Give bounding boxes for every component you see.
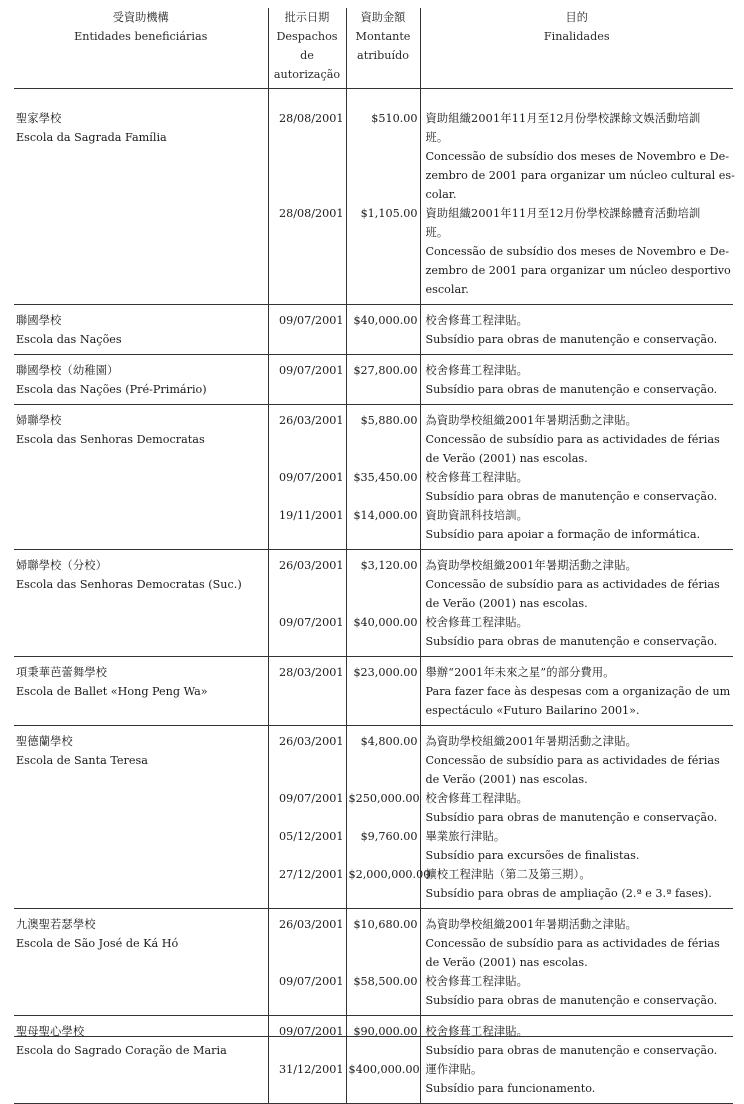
line-filler [349, 770, 420, 789]
entity-name-pt: Escola de São José de Ká Hó [16, 937, 179, 950]
header-entities: 受資助機構 Entidades beneficiárias [14, 8, 268, 89]
purpose-zh: 校舍修葺工程津貼。 [425, 471, 528, 484]
entity-cell [14, 550, 268, 657]
purpose-zh: 為資助學校組織2001年暑期活動之津貼。 [425, 559, 637, 572]
purpose-pt-line: Concessão de subsídio para as actividades de férias [425, 578, 720, 591]
line-filler [349, 147, 420, 166]
purpose-pt: Subsídio para funcionamento. [425, 1082, 596, 1095]
entity-group [14, 355, 733, 405]
entity-group [14, 909, 733, 1016]
line-filler [271, 525, 346, 544]
entity-name-zh: 聖家學校 [16, 112, 62, 125]
authorization-date: 09/07/2001 [279, 975, 344, 988]
authorization-date: 09/07/2001 [279, 1025, 344, 1038]
line-filler [271, 223, 346, 242]
date-cell [268, 909, 346, 1016]
purpose-zh: 舉辦“2001年未來之星”的部分費用。 [425, 666, 615, 679]
date-cell [268, 1016, 346, 1104]
table-bottom-rule [14, 1036, 733, 1037]
purpose-zh [423, 109, 734, 147]
entity-group [14, 103, 733, 305]
line-filler [349, 223, 420, 242]
line-filler [349, 991, 420, 1010]
line-filler [271, 1079, 346, 1098]
line-filler [349, 701, 420, 720]
line-filler [349, 430, 420, 449]
authorization-date: 28/08/2001 [279, 207, 344, 220]
purpose-pt: Subsídio para obras de manutenção e conservação. [425, 383, 718, 396]
purpose-pt [423, 751, 734, 789]
purpose-pt-line: colar. [425, 188, 457, 201]
line-filler [271, 884, 346, 903]
authorization-date: 05/12/2001 [279, 830, 344, 843]
header-purposes: 目的 Finalidades [420, 8, 733, 89]
amount-cell [346, 405, 420, 550]
purpose-pt [423, 934, 734, 972]
date-cell [268, 550, 346, 657]
purpose-zh: 畢業旅行津貼。 [425, 830, 506, 843]
entity-name-zh: 聖母聖心學校 [16, 1025, 85, 1038]
entity-group [14, 1016, 733, 1104]
purpose-cell [420, 405, 733, 550]
purpose-zh: 校舍修葺工程津貼。 [425, 314, 528, 327]
line-filler [349, 128, 420, 147]
authorization-date: 19/11/2001 [279, 509, 344, 522]
purpose-zh: 為資助學校組織2001年暑期活動之津貼。 [425, 735, 637, 748]
line-filler [349, 261, 420, 280]
purpose-pt-line: zembro de 2001 para organizar um núcleo desportivo [425, 264, 731, 277]
purpose-cell [420, 550, 733, 657]
purpose-zh-line: 班。 [425, 131, 449, 144]
header-dates: 批示日期 Despachos de autorização [268, 8, 346, 89]
authorization-date: 26/03/2001 [279, 414, 344, 427]
entity-name-pt: Escola das Nações [16, 333, 122, 346]
purpose-pt-line: de Verão (2001) nas escolas. [425, 773, 588, 786]
date-cell [268, 726, 346, 909]
purpose-zh [423, 204, 734, 242]
purpose-zh: 為資助學校組織2001年暑期活動之津貼。 [425, 414, 637, 427]
purpose-pt-line: Para fazer face às despesas com a organização de um [425, 685, 731, 698]
amount-value: $23,000.00 [353, 666, 418, 679]
date-cell [268, 103, 346, 305]
purpose-pt: Subsídio para obras de manutenção e conservação. [425, 811, 718, 824]
entity-name-pt: Escola do Sagrado Coração de Maria [16, 1044, 227, 1057]
line-filler [349, 242, 420, 261]
line-filler [349, 380, 420, 399]
purpose-pt [423, 242, 734, 299]
authorization-date: 31/12/2001 [279, 1063, 344, 1076]
line-filler [349, 1041, 420, 1060]
entity-group [14, 405, 733, 550]
amount-value: $4,800.00 [360, 735, 418, 748]
line-filler [349, 934, 420, 953]
entity-name-pt: Escola de Santa Teresa [16, 754, 148, 767]
entity-cell [14, 405, 268, 550]
line-filler [271, 1041, 346, 1060]
purpose-pt-line: escolar. [425, 283, 469, 296]
header-amounts: 資助金額 Montante atribuído [346, 8, 420, 89]
spacer-cell [268, 89, 346, 104]
purpose-cell [420, 355, 733, 405]
purpose-pt: Subsídio para obras de manutenção e conservação. [425, 1044, 718, 1057]
purpose-pt: Subsídio para excursões de finalistas. [425, 849, 640, 862]
amount-cell [346, 355, 420, 405]
amount-cell [346, 657, 420, 726]
entity-cell [14, 103, 268, 305]
line-filler [349, 1079, 420, 1098]
entity-group [14, 657, 733, 726]
date-cell [268, 355, 346, 405]
line-filler [271, 632, 346, 651]
purpose-cell [420, 103, 733, 305]
purpose-cell [420, 726, 733, 909]
amount-cell [346, 305, 420, 355]
amount-cell [346, 1016, 420, 1104]
entity-cell [14, 305, 268, 355]
purpose-pt: Subsídio para obras de manutenção e conservação. [425, 333, 718, 346]
amount-cell [346, 550, 420, 657]
purpose-zh: 擴校工程津貼（第二及第三期）。 [425, 868, 591, 881]
line-filler [349, 682, 420, 701]
line-filler [271, 991, 346, 1010]
purpose-zh: 校舍修葺工程津貼。 [425, 792, 528, 805]
purpose-pt-line: Concessão de subsídio para as actividades de férias [425, 937, 720, 950]
line-filler [349, 280, 420, 299]
purpose-cell [420, 657, 733, 726]
line-filler [349, 575, 420, 594]
purpose-pt-line: de Verão (2001) nas escolas. [425, 452, 588, 465]
amount-value: $400,000.00 [348, 1063, 420, 1076]
authorization-date: 26/03/2001 [279, 559, 344, 572]
amount-value: $3,120.00 [360, 559, 418, 572]
line-filler [271, 128, 346, 147]
line-filler [271, 449, 346, 468]
line-filler [349, 487, 420, 506]
line-filler [271, 430, 346, 449]
line-filler [271, 280, 346, 299]
amount-value: $5,880.00 [360, 414, 418, 427]
entity-name-zh: 聯國學校（幼稚園） [16, 364, 119, 377]
authorization-date: 09/07/2001 [279, 314, 344, 327]
authorization-date: 27/12/2001 [279, 868, 344, 881]
purpose-pt-line: Concessão de subsídio para as actividades de férias [425, 433, 720, 446]
authorization-date: 26/03/2001 [279, 918, 344, 931]
purpose-pt-line: zembro de 2001 para organizar um núcleo cultural es- [425, 169, 735, 182]
purpose-zh: 為資助學校組織2001年暑期活動之津貼。 [425, 918, 637, 931]
purpose-zh: 校舍修葺工程津貼。 [425, 975, 528, 988]
purpose-pt [423, 682, 734, 720]
line-filler [271, 185, 346, 204]
amount-value: $40,000.00 [353, 314, 418, 327]
entity-name-pt: Escola das Nações (Pré-Primário) [16, 383, 207, 396]
line-filler [349, 632, 420, 651]
amount-value: $14,000.00 [353, 509, 418, 522]
purpose-pt: Subsídio para obras de ampliação (2.ª e 3.ª fases). [425, 887, 712, 900]
entity-name-zh: 婦聯學校 [16, 414, 62, 427]
amount-value: $90,000.00 [353, 1025, 418, 1038]
purpose-pt: Subsídio para obras de manutenção e conservação. [425, 994, 718, 1007]
spacer-cell [14, 89, 268, 104]
amount-value: $10,680.00 [353, 918, 418, 931]
entity-group [14, 726, 733, 909]
entity-name-pt: Escola das Senhoras Democratas (Suc.) [16, 578, 242, 591]
purpose-zh: 校舍修葺工程津貼。 [425, 1025, 528, 1038]
line-filler [349, 166, 420, 185]
purpose-zh: 校舍修葺工程津貼。 [425, 364, 528, 377]
date-cell [268, 405, 346, 550]
entity-name-zh: 項秉華芭蕾舞學校 [16, 666, 108, 679]
purpose-zh-line: 資助組織2001年11月至12月份學校課餘體育活動培訓 [425, 207, 701, 220]
amount-value: $250,000.00 [348, 792, 420, 805]
line-filler [271, 261, 346, 280]
entity-name-zh: 婦聯學校（分校） [16, 559, 108, 572]
purpose-pt-line: Concessão de subsídio dos meses de Novembro e De- [425, 150, 729, 163]
line-filler [349, 884, 420, 903]
line-filler [271, 166, 346, 185]
authorization-date: 09/07/2001 [279, 616, 344, 629]
header-spacer [14, 89, 733, 104]
purpose-pt-line: Concessão de subsídio dos meses de Novembro e De- [425, 245, 729, 258]
line-filler [349, 330, 420, 349]
entity-name-pt: Escola das Senhoras Democratas [16, 433, 205, 446]
grants-table [14, 8, 733, 1104]
line-filler [271, 953, 346, 972]
entity-name-zh: 聖德蘭學校 [16, 735, 73, 748]
purpose-zh: 運作津貼。 [425, 1063, 483, 1076]
entity-group [14, 305, 733, 355]
line-filler [271, 701, 346, 720]
amount-value: $510.00 [371, 112, 418, 125]
amount-cell [346, 726, 431, 909]
line-filler [271, 330, 346, 349]
purpose-pt-line: de Verão (2001) nas escolas. [425, 597, 588, 610]
line-filler [349, 185, 420, 204]
purpose-pt [423, 575, 734, 613]
entity-name-pt: Escola da Sagrada Família [16, 131, 167, 144]
purpose-pt-line: Concessão de subsídio para as actividades de férias [425, 754, 720, 767]
entity-cell [14, 1016, 268, 1104]
purpose-cell [420, 305, 733, 355]
amount-value: $1,105.00 [360, 207, 418, 220]
table-header [14, 8, 733, 89]
line-filler [271, 575, 346, 594]
purpose-pt [423, 147, 734, 204]
line-filler [271, 751, 346, 770]
purpose-pt-line: espectáculo «Futuro Bailarino 2001». [425, 704, 640, 717]
entity-name-zh: 聯國學校 [16, 314, 62, 327]
purpose-zh: 資助資訊科技培訓。 [425, 509, 528, 522]
line-filler [349, 808, 420, 827]
line-filler [349, 525, 420, 544]
authorization-date: 09/07/2001 [279, 364, 344, 377]
purpose-pt-line: de Verão (2001) nas escolas. [425, 956, 588, 969]
authorization-date: 28/08/2001 [279, 112, 344, 125]
spacer-cell [420, 89, 733, 104]
amount-cell [346, 103, 420, 305]
purpose-zh-line: 班。 [425, 226, 449, 239]
amount-value: $58,500.00 [353, 975, 418, 988]
amount-value: $9,760.00 [360, 830, 418, 843]
entity-group [14, 550, 733, 657]
line-filler [271, 682, 346, 701]
line-filler [349, 449, 420, 468]
line-filler [271, 380, 346, 399]
spacer-cell [346, 89, 420, 104]
entity-cell [14, 657, 268, 726]
line-filler [271, 242, 346, 261]
purpose-pt: Subsídio para obras de manutenção e conservação. [425, 490, 718, 503]
purpose-pt: Subsídio para apoiar a formação de informática. [425, 528, 701, 541]
purpose-zh-line: 資助組織2001年11月至12月份學校課餘文娛活動培訓 [425, 112, 701, 125]
line-filler [271, 487, 346, 506]
purpose-pt [423, 430, 734, 468]
line-filler [349, 846, 420, 865]
entity-cell [14, 726, 268, 909]
line-filler [271, 846, 346, 865]
purpose-cell [420, 1016, 733, 1104]
line-filler [271, 770, 346, 789]
line-filler [271, 594, 346, 613]
line-filler [349, 953, 420, 972]
amount-cell [346, 909, 420, 1016]
authorization-date: 26/03/2001 [279, 735, 344, 748]
date-cell [268, 305, 346, 355]
amount-value: $2,000,000.00 [348, 868, 431, 881]
purpose-zh: 校舍修葺工程津貼。 [425, 616, 528, 629]
authorization-date: 28/03/2001 [279, 666, 344, 679]
line-filler [349, 594, 420, 613]
purpose-pt: Subsídio para obras de manutenção e conservação. [425, 635, 718, 648]
purpose-cell [420, 909, 733, 1016]
amount-value: $40,000.00 [353, 616, 418, 629]
authorization-date: 09/07/2001 [279, 792, 344, 805]
line-filler [271, 808, 346, 827]
amount-value: $27,800.00 [353, 364, 418, 377]
amount-value: $35,450.00 [353, 471, 418, 484]
date-cell [268, 657, 346, 726]
line-filler [349, 751, 420, 770]
table-body [14, 89, 733, 1104]
entity-name-zh: 九澳聖若瑟學校 [16, 918, 96, 931]
authorization-date: 09/07/2001 [279, 471, 344, 484]
entity-cell [14, 355, 268, 405]
line-filler [271, 147, 346, 166]
line-filler [271, 934, 346, 953]
entity-name-pt: Escola de Ballet «Hong Peng Wa» [16, 685, 208, 698]
entity-cell [14, 909, 268, 1016]
